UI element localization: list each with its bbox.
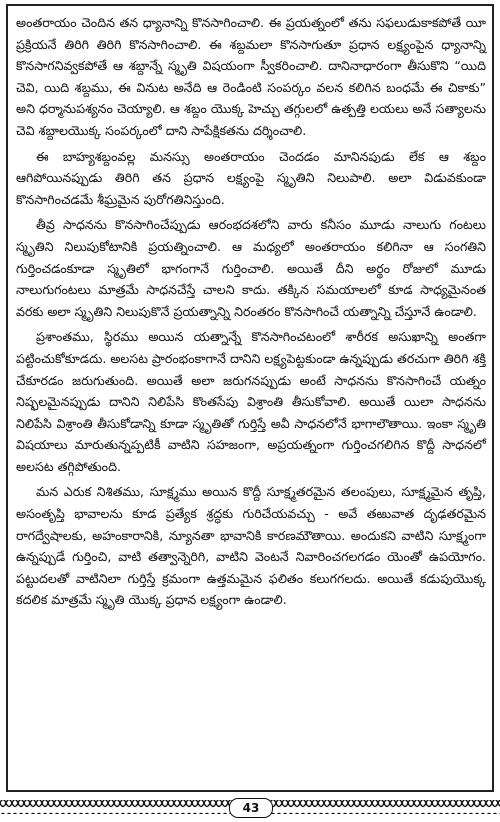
paragraph-4: ప్రశాంతము, స్థిరము అయిన యత్నాన్నే కొనసాగించటంలో శారీరక అసుఖాన్ని అంతగా పట్టించుకోకూడదు. అలసట ప్రారంభంకాగానే దానిని లక్ష్యపెట్టకుండా ఉన్నప్పుడు తరచుగా తిరిగి శక్తి చేకూరడం జరుగుతుంది. అయితే అలా జరుగనప్పుడు అంటే సాధనను కొనసాగించే యత్నం నిష్ఫలమైనప్పుడు దానిని నిలిపేసి కొంతసేపు విశ్రాంతి తీసుకోవాలి. అయితే యిలా సాధనను నిలిపేసి విశ్రాంతి తీసుకోడాన్ని కూడా స్మృతితో గుర్తిస్తే అవీ సాధనలోనే భాగాలౌతాయి. ఇంకా స్మృతి విషయాలు మారుతున్నప్పటికీ వాటిని సహజంగా, అప్రయత్నంగా గుర్తించగలిగిన కొద్దీ సాధనలో అలసట తగ్గిపోతుంది. [16,329,486,474]
paragraph-1: అంతరాయం చెందిన తన ధ్యానాన్ని కొనసాగించాలి. ఈ ప్రయత్నంలో తను సఫలుడుకాకపోతే యీ ప్రక్రియనే తిరిగి తిరిగి కొనసాగించాలి. ఈ శబ్దమలా కొనసాగుతూ ప్రధాన లక్ష్యంపైన ధ్యానాన్ని కొనసాగనివ్వకపోతే ఆ శబ్దాన్నే స్మృతి విషయంగా స్వీకరించాలి. దానినాధారంగా తీసుకొని “యిది చెవి, యిది శబ్దము, ఈ వినుట అనేది ఆ రెండింటి సంపర్కం వలన కలిగిన బంధమే ఈ చికాకు” అని ధర్మానుపశ్యనం చెయ్యాలి. ఆ శబ్దం యొక్క హెచ్చు తగ్గులలో ఉత్పత్తి లయలు అనే సత్యాలను చెవి శబ్దాలయొక్క సంపర్కంలో దాని సాపేక్షికతను దర్శించాలి. [16,15,486,138]
paragraph-2: ఈ బాహ్యశబ్దంవల్ల మనస్సు అంతరాయం చెందడం మానినపుడు లేక ఆ శబ్దం ఆగిపోయినప్పుడు తిరిగి తన ప్రధాన లక్ష్యంపై స్మృతిని నిలుపాలి. అలా విడువకుండా కొనసాగించడమే శీఘ్రమైన పురోగతినిస్తుంది. [16,148,486,207]
body-text [16,12,486,611]
paragraph-5: మన ఎరుక నిశితము, సూక్ష్మము అయిన కొద్దీ సూక్ష్మతరమైన తలంపులు, సూక్ష్మమైన తృప్తి, అసంతృప్తి భావాలను కూడ ప్రత్యేక శ్రద్ధకు గురిచేయవచ్చు - అవే తఱువాత దృఢతరమైన రాగద్వేషాలకు, అహంకారానికి, న్యూనతా భావానికి కారణమౌతాయి. అందుకని వాటిని సూక్ష్మంగా ఉన్నప్పుడే గుర్తించి, వాటి తత్వాన్నెరిగి, వాటిని వెంటనే నివారించగలగడం యెంతో ఉపయోగం. పట్టుదలతో వాటినిలా గుర్తిస్తే క్రమంగా ఉత్తమమైన ఫలితం కలుగగలదు. అయితే కడుపుయొక్క కదలిక మాత్రమే స్మృతి యొక్క ప్రధాన లక్ష్యంగా ఉండాలి. [16,484,486,608]
page-number: 43 [229,798,273,818]
paragraph-3: తీవ్ర సాధనను కొనసాగించేప్పుడు ఆరంభదశలోని వారు కనీసం మూడు నాలుగు గంటలు స్మృతిని నిలుపుకోటానికి ప్రయత్నించాలి. ఆ మధ్యలో అంతరాయం కలిగినా ఆ సంగతిని గుర్తించడంకూడా స్మృతిలో భాగంగానే గుర్తించాలి. అయితే దీని అర్థం రోజులో మూడు నాలుగుగంటలు మాత్రమే సాధనచేస్తే చాలని కాదు. తక్కిన సమయాలలో కూడ సాధ్యమైనంత వరకు అలా స్మృతిని నిలుపుకొనే ప్రయత్నాన్ని నిరంతరం కొనసాగించే యత్నాన్ని చేస్తూనే ఉండాలి. [16,217,486,319]
